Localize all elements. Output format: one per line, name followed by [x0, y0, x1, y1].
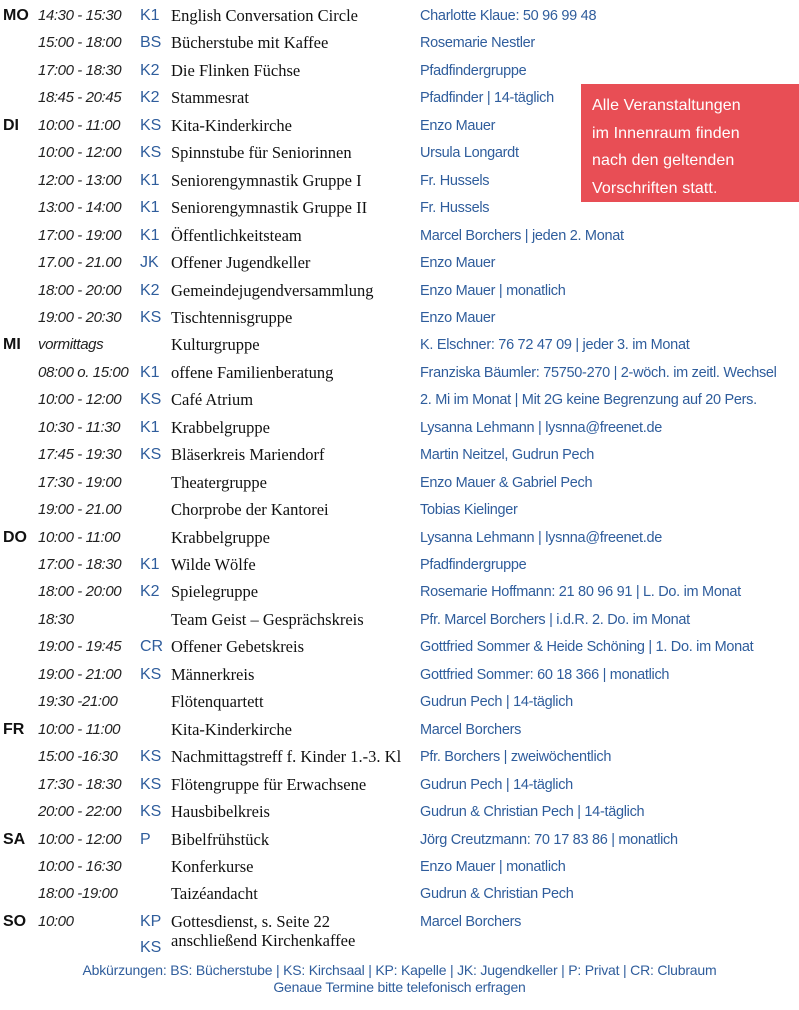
location-code: BS	[140, 34, 162, 52]
sunday-row	[0, 912, 799, 962]
location-code: K2	[140, 583, 160, 601]
contact-cell: Enzo Mauer & Gabriel Pech	[420, 474, 593, 491]
event-title: Nachmittagstreff f. Kinder 1.-3. Kl	[171, 747, 402, 767]
schedule-row	[0, 253, 799, 280]
day-label: MO	[3, 7, 29, 24]
event-title: Seniorengymnastik Gruppe I	[171, 170, 362, 190]
contact-cell: Lysanna Lehmann | lysnna@freenet.de	[420, 419, 663, 436]
schedule-row	[0, 555, 799, 582]
time-cell: 10:00 - 16:30	[38, 857, 122, 875]
location-code: KS	[140, 446, 162, 464]
day-label: FR	[3, 720, 25, 738]
event-title: Offener Gebetskreis	[171, 637, 305, 657]
schedule-row	[0, 226, 799, 253]
event-title: Café Atrium	[171, 390, 254, 410]
location-code: KS	[140, 748, 162, 766]
contact-cell: Lysanna Lehmann | lysnna@freenet.de	[420, 529, 663, 546]
event-title: Stammesrat	[171, 88, 249, 108]
contact-cell: Marcel Borchers	[420, 721, 522, 738]
location-code: K1	[140, 418, 160, 436]
location-code: K1	[140, 171, 160, 189]
contact-cell: Enzo Mauer | monatlich	[420, 858, 566, 875]
contact-cell: Gudrun Pech | 14-täglich	[420, 776, 573, 793]
time-cell: 10:00 - 12:00	[38, 144, 122, 162]
event-title: Männerkreis	[171, 664, 255, 684]
contact-cell: Fr. Hussels	[420, 172, 490, 189]
time-cell: 10:00 - 11:00	[38, 116, 121, 134]
contact-cell: Martin Neitzel, Gudrun Pech	[420, 447, 595, 464]
time-cell: 10:00	[38, 912, 74, 930]
event-title: Bücherstube mit Kaffee	[171, 33, 329, 53]
event-title: Bläserkreis Mariendorf	[171, 445, 325, 465]
schedule-row	[0, 720, 799, 747]
event-title: Öffentlichkeitsteam	[171, 225, 302, 245]
schedule-row	[0, 637, 799, 664]
contact-cell: Enzo Mauer | monatlich	[420, 282, 566, 299]
schedule-row	[0, 418, 799, 445]
location-code: K1	[140, 556, 160, 573]
location-code: JK	[140, 254, 159, 272]
contact-cell: Gudrun & Christian Pech | 14-täglich	[420, 804, 645, 821]
schedule-row	[0, 830, 799, 857]
notice-box	[581, 84, 799, 202]
contact-cell: Pfr. Marcel Borchers | i.d.R. 2. Do. im Monat	[420, 611, 690, 628]
contact-cell: Pfadfindergruppe	[420, 62, 527, 79]
contact-cell: K. Elschner: 76 72 47 09 | jeder 3. im Monat	[420, 337, 690, 354]
time-cell: 18:00 - 20:00	[38, 583, 122, 601]
location-code: K2	[140, 61, 160, 79]
location-code: KS	[140, 803, 162, 821]
contact-cell: Jörg Creutzmann: 70 17 83 86 | monatlich	[420, 831, 678, 848]
time-cell: 10:00 - 12:00	[38, 391, 122, 409]
time-cell: 17:00 - 19:00	[38, 226, 122, 244]
time-cell: 10:00 - 11:00	[38, 720, 121, 738]
contact-cell: Rosemarie Nestler	[420, 35, 535, 52]
time-cell: 17:30 - 18:30	[38, 775, 122, 793]
schedule-row	[0, 390, 799, 417]
contact-cell: Pfadfinder | 14-täglich	[420, 90, 554, 107]
contact-cell: Fr. Hussels	[420, 200, 490, 217]
time-cell: 15:00 - 18:00	[38, 34, 122, 52]
contact-cell: Enzo Mauer	[420, 255, 496, 272]
abbreviations-legend: Abkürzungen: BS: Bücherstube | KS: Kirchsaal | KP: Kapelle | JK: Jugendkeller | P: Privat | CR: Clubraum	[82, 962, 717, 978]
event-title: offene Familienberatung	[171, 362, 334, 382]
event-title: Flötenquartett	[171, 692, 264, 712]
time-cell: 13:00 - 14:00	[38, 199, 122, 217]
contact-cell: Gudrun Pech | 14-täglich	[420, 694, 573, 711]
schedule-row	[0, 363, 799, 390]
location-code: K1	[140, 199, 160, 217]
contact-cell: 2. Mi im Monat | Mit 2G keine Begrenzung auf 20 Pers.	[420, 392, 757, 409]
schedule-row	[0, 33, 799, 60]
event-title: Kita-Kinderkirche	[171, 115, 292, 135]
time-cell: 15:00 -16:30	[38, 748, 118, 766]
contact-cell: Ursula Longardt	[420, 145, 519, 162]
time-cell: 19:00 - 19:45	[38, 638, 122, 656]
schedule-row	[0, 281, 799, 308]
event-title: Wilde Wölfe	[171, 555, 256, 574]
event-title: Spinnstube für Seniorinnen	[171, 143, 352, 163]
day-label: DO	[3, 528, 27, 546]
event-title: Tischtennisgruppe	[171, 307, 293, 327]
event-title: Bibelfrühstück	[171, 829, 270, 849]
time-cell: 19:00 - 20:30	[38, 308, 122, 326]
event-title: Offener Jugendkeller	[171, 253, 311, 273]
time-cell: 20:00 - 22:00	[38, 803, 122, 821]
contact-cell: Pfr. Borchers | zweiwöchentlich	[420, 749, 612, 766]
time-cell: 18:30	[38, 610, 74, 628]
schedule-row	[0, 747, 799, 774]
location-code: KS	[140, 665, 162, 683]
time-cell: 18:00 -19:00	[38, 885, 118, 903]
event-subtitle: anschließend Kirchenkaffee	[171, 930, 356, 950]
schedule-row	[0, 692, 799, 719]
location-code: P	[140, 830, 151, 848]
event-title: Krabbelgruppe	[171, 417, 270, 437]
event-title: English Conversation Circle	[171, 6, 358, 25]
time-cell: 17:45 - 19:30	[38, 446, 122, 464]
time-cell: 18:45 - 20:45	[38, 89, 122, 107]
contact-cell: Gudrun & Christian Pech	[420, 886, 574, 903]
time-cell: 17:30 - 19:00	[38, 473, 122, 491]
schedule-row	[0, 6, 799, 33]
time-cell: 17:00 - 18:30	[38, 556, 122, 573]
event-title: Die Flinken Füchse	[171, 60, 301, 80]
day-label: DI	[3, 116, 19, 134]
event-title: Flötengruppe für Erwachsene	[171, 774, 367, 794]
location-code: KS	[140, 308, 162, 326]
schedule-row	[0, 198, 799, 225]
notice-line: Alle Veranstaltungen	[592, 97, 741, 114]
day-label: MI	[3, 336, 21, 354]
schedule-row	[0, 582, 799, 609]
time-cell: 10:00 - 11:00	[38, 528, 121, 546]
event-title: Chorprobe der Kantorei	[171, 500, 329, 520]
location-code: KS	[140, 116, 162, 134]
contact-cell: Enzo Mauer	[420, 309, 496, 326]
event-title: Gottesdienst, s. Seite 22	[171, 911, 331, 931]
location-code: K1	[140, 7, 160, 24]
location-code: KP	[140, 912, 162, 930]
contact-cell: Tobias Kielinger	[420, 502, 518, 519]
location-code: CR	[140, 638, 164, 656]
event-title: Konferkurse	[171, 856, 254, 876]
event-title: Taizéandacht	[171, 884, 258, 904]
schedule-row	[0, 857, 799, 884]
contact-cell: Gottfried Sommer: 60 18 366 | monatlich	[420, 666, 670, 683]
contact-cell: Marcel Borchers | jeden 2. Monat	[420, 227, 624, 244]
time-cell: 14:30 - 15:30	[38, 7, 122, 24]
contact-cell: Rosemarie Hoffmann: 21 80 96 91 | L. Do. im Monat	[420, 584, 741, 601]
location-code: K1	[140, 363, 160, 381]
location-code: K2	[140, 281, 160, 299]
event-title: Seniorengymnastik Gruppe II	[171, 198, 368, 218]
time-cell: 08:00 o. 15:00	[38, 363, 129, 381]
time-cell: 12:00 - 13:00	[38, 171, 122, 189]
location-code: KS	[140, 775, 162, 793]
day-label: SA	[3, 830, 26, 848]
event-title: Hausbibelkreis	[171, 802, 270, 822]
event-title: Spielegruppe	[171, 582, 259, 602]
event-title: Theatergruppe	[171, 472, 267, 492]
schedule-row	[0, 610, 799, 637]
location-code: K1	[140, 226, 160, 244]
time-cell: 10:00 - 12:00	[38, 830, 122, 848]
contact-cell: Charlotte Klaue: 50 96 99 48	[420, 8, 597, 24]
schedule-row	[0, 802, 799, 829]
time-cell: 19:00 - 21.00	[38, 501, 122, 519]
location-code: KS	[140, 938, 162, 956]
location-code: KS	[140, 391, 162, 409]
notice-line: nach den geltenden	[592, 152, 735, 169]
location-code: KS	[140, 144, 162, 162]
contact-cell: Pfadfindergruppe	[420, 557, 527, 573]
schedule-row	[0, 445, 799, 472]
schedule-row	[0, 500, 799, 527]
schedule-row	[0, 528, 799, 555]
schedule-row	[0, 665, 799, 692]
time-cell: 17:00 - 18:30	[38, 61, 122, 79]
time-cell: 19:00 - 21:00	[38, 665, 122, 683]
time-cell: 10:30 - 11:30	[38, 418, 121, 436]
notice-line: im Innenraum finden	[592, 124, 740, 142]
time-cell: 17.00 - 21.00	[38, 254, 122, 272]
day-label: SO	[3, 912, 27, 930]
time-cell: 18:00 - 20:00	[38, 281, 122, 299]
contact-cell: Marcel Borchers	[420, 913, 522, 930]
event-title: Team Geist – Gesprächskreis	[171, 609, 364, 629]
schedule-row	[0, 308, 799, 335]
time-cell: 19:30 -21:00	[38, 693, 118, 711]
event-title: Kita-Kinderkirche	[171, 719, 292, 739]
footer-note: Genaue Termine bitte telefonisch erfragen	[273, 979, 526, 995]
schedule-row	[0, 473, 799, 500]
schedule-row	[0, 884, 799, 911]
schedule-row	[0, 335, 799, 362]
schedule-row	[0, 775, 799, 802]
location-code: K2	[140, 89, 160, 107]
contact-cell: Gottfried Sommer & Heide Schöning | 1. Do. im Monat	[420, 639, 754, 656]
notice-line: Vorschriften statt.	[592, 179, 718, 197]
contact-cell: Enzo Mauer	[420, 117, 496, 134]
footer	[0, 962, 799, 996]
contact-cell: Franziska Bäumler: 75750-270 | 2-wöch. im zeitl. Wechsel	[420, 364, 777, 381]
event-title: Gemeindejugendversammlung	[171, 280, 374, 300]
time-cell: vormittags	[38, 336, 104, 354]
event-title: Krabbelgruppe	[171, 527, 270, 547]
event-title: Kulturgruppe	[171, 335, 260, 355]
